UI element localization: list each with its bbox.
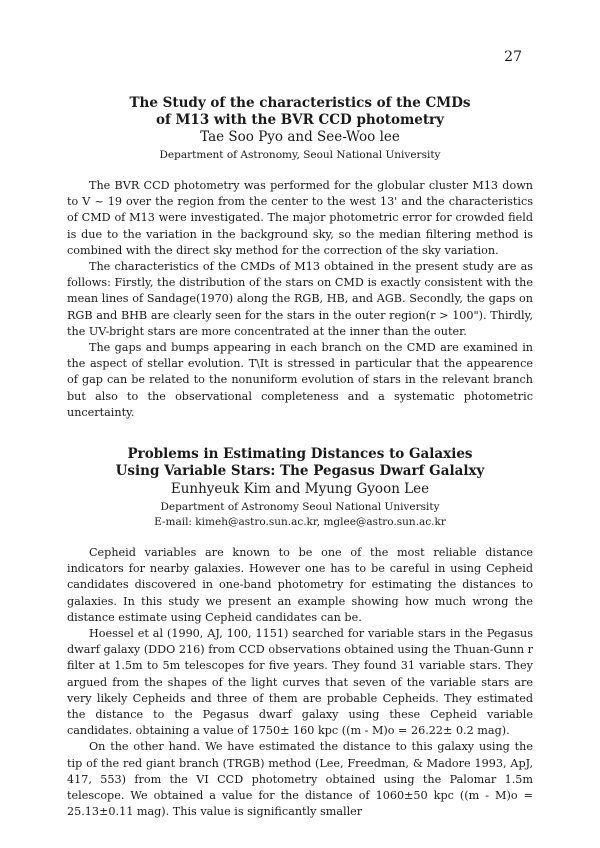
article1-paragraph-2: The characteristics of the CMDs of M13 obtained in the present study are as follows: Firstly, the distribution of the stars on CMD is exactly consistent with the mean lines of Sandage(1970) along the RGB, HB, and AGB. Secondly, the gaps on RGB and BHB are clearly seen for the stars in the outer region(r > 100"). Thirdly, the UV-bright stars are more concentrated at the inner than the outer. — [67, 260, 533, 338]
article1-title-line2: of M13 with the BVR CCD photometry — [155, 112, 445, 128]
article2-affiliation: Department of Astronomy Seoul National University — [160, 501, 440, 513]
article2-title-line2: Using Variable Stars: The Pegasus Dwarf Galalxy — [115, 463, 485, 479]
page-number: 27 — [504, 49, 522, 65]
article1-authors: Tae Soo Pyo and See-Woo lee — [200, 129, 400, 145]
article2-email: E-mail: kimeh@astro.sun.ac.kr, mglee@astro.sun.ac.kr — [154, 516, 446, 528]
article2-body — [67, 545, 533, 820]
article2-title-line1: Problems in Estimating Distances to Galaxies — [127, 446, 473, 462]
article1-paragraph-1: The BVR CCD photometry was performed for the globular cluster M13 down to V ~ 19 over the region from the center to the west 13' and the characteristics of CMD of M13 were investigated. The major photometric error for crowded field is due to the variation in the background sky, so the median filtering method is combined with the direct sky method for the correction of the sky variation. — [67, 179, 533, 257]
article2-authors: Eunhyeuk Kim and Myung Gyoon Lee — [170, 481, 430, 497]
article1-affiliation: Department of Astronomy, Seoul National University — [159, 149, 441, 161]
article1-body — [67, 178, 533, 421]
article2-paragraph-3: On the other hand. We have estimated the distance to this galaxy using the tip of the red giant branch (TRGB) method (Lee, Freedman, & Madore 1993, ApJ, 417, 553) from the VI CCD photometry obtained using the Palomar 1.5m telescope. We obtained a value for the distance of 1060±50 kpc ((m - M)o = 25.13±0.11 mag). This value is significantly smaller — [67, 740, 533, 819]
article1-title-line1: The Study of the characteristics of the CMDs — [129, 95, 471, 111]
article2-paragraph-1: Cepheid variables are known to be one of the most reliable distance indicators for nearby galaxies. However one has to be careful in using Cepheid candidates discovered in one-band photometry for estimating the distances to galaxies. In this study we present an example showing how much wrong the distance estimate using Cepheid candidates can be. — [67, 546, 533, 624]
article1-paragraph-3: The gaps and bumps appearing in each branch on the CMD are examined in the aspect of stellar evolution. T\It is stressed in particular that the appearence of gap can be related to the nonuniform evolution of stars in the relevant branch but also to the observational completeness and a systematic photometric uncertainty. — [67, 341, 533, 419]
article2-paragraph-2: Hoessel et al (1990, AJ, 100, 1151) searched for variable stars in the Pegasus dwarf galaxy (DDO 216) from CCD observations obtained using the Thuan-Gunn r filter at 1.5m to 5m telescopes for five years. They found 31 variable stars. They argued from the shapes of the light curves that seven of the variable stars are very likely Cepheids and three of them are probable Cepheids. They estimated the distance to the Pegasus dwarf galaxy using these Cepheid variable candidates. obtaining a value of 1750± 160 kpc ((m - M)o = 26.22± 0.2 mag). — [67, 627, 533, 738]
